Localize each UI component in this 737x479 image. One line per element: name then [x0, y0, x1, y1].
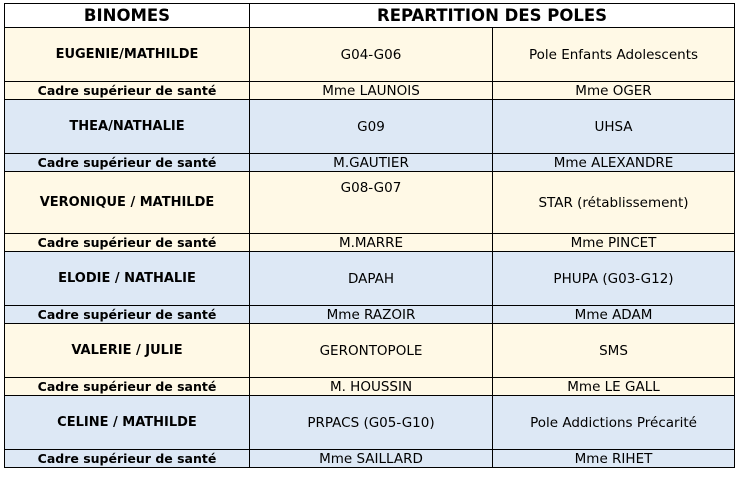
cadre-label: Cadre supérieur de santé — [5, 154, 250, 172]
cadre-name: Mme SAILLARD — [250, 450, 493, 468]
binome-name: THEA/NATHALIE — [5, 100, 250, 154]
binome-row-6 — [5, 396, 735, 450]
cadre-label: Cadre supérieur de santé — [5, 378, 250, 396]
cadre-name: Mme ALEXANDRE — [493, 154, 735, 172]
binome-row-1 — [5, 28, 735, 82]
binome-row-2 — [5, 100, 735, 154]
cadre-name: M.GAUTIER — [250, 154, 493, 172]
pole-cell: UHSA — [493, 100, 735, 154]
pole-cell: PRPACS (G05-G10) — [250, 396, 493, 450]
header-row — [5, 4, 735, 28]
cadre-name: M. HOUSSIN — [250, 378, 493, 396]
cadre-name: Mme OGER — [493, 82, 735, 100]
pole-cell: G04-G06 — [250, 28, 493, 82]
binome-name: EUGENIE/MATHILDE — [5, 28, 250, 82]
cadre-name: Mme ADAM — [493, 306, 735, 324]
cadre-name: Mme RIHET — [493, 450, 735, 468]
pole-cell: GERONTOPOLE — [250, 324, 493, 378]
cadre-label: Cadre supérieur de santé — [5, 234, 250, 252]
binome-name: VERONIQUE / MATHILDE — [5, 172, 250, 234]
cadre-label: Cadre supérieur de santé — [5, 82, 250, 100]
binomes-table — [4, 3, 735, 468]
binome-name: ELODIE / NATHALIE — [5, 252, 250, 306]
header-binomes: BINOMES — [5, 4, 250, 28]
cadre-name: Mme LE GALL — [493, 378, 735, 396]
cadre-row-3 — [5, 234, 735, 252]
pole-cell: SMS — [493, 324, 735, 378]
cadre-row-6 — [5, 450, 735, 468]
binome-row-4 — [5, 252, 735, 306]
cadre-label: Cadre supérieur de santé — [5, 450, 250, 468]
cadre-name: Mme PINCET — [493, 234, 735, 252]
binome-name: VALERIE / JULIE — [5, 324, 250, 378]
cadre-name: M.MARRE — [250, 234, 493, 252]
binome-row-5 — [5, 324, 735, 378]
cadre-name: Mme LAUNOIS — [250, 82, 493, 100]
pole-cell: G09 — [250, 100, 493, 154]
cadre-row-5 — [5, 378, 735, 396]
cadre-row-4 — [5, 306, 735, 324]
pole-cell: Pole Enfants Adolescents — [493, 28, 735, 82]
pole-cell: DAPAH — [250, 252, 493, 306]
pole-cell: G08-G07 — [250, 172, 493, 234]
binome-row-3 — [5, 172, 735, 234]
pole-cell: Pole Addictions Précarité — [493, 396, 735, 450]
header-repartition: REPARTITION DES POLES — [250, 4, 735, 28]
cadre-row-1 — [5, 82, 735, 100]
pole-cell: PHUPA (G03-G12) — [493, 252, 735, 306]
cadre-row-2 — [5, 154, 735, 172]
cadre-name: Mme RAZOIR — [250, 306, 493, 324]
pole-cell: STAR (rétablissement) — [493, 172, 735, 234]
binome-name: CELINE / MATHILDE — [5, 396, 250, 450]
cadre-label: Cadre supérieur de santé — [5, 306, 250, 324]
